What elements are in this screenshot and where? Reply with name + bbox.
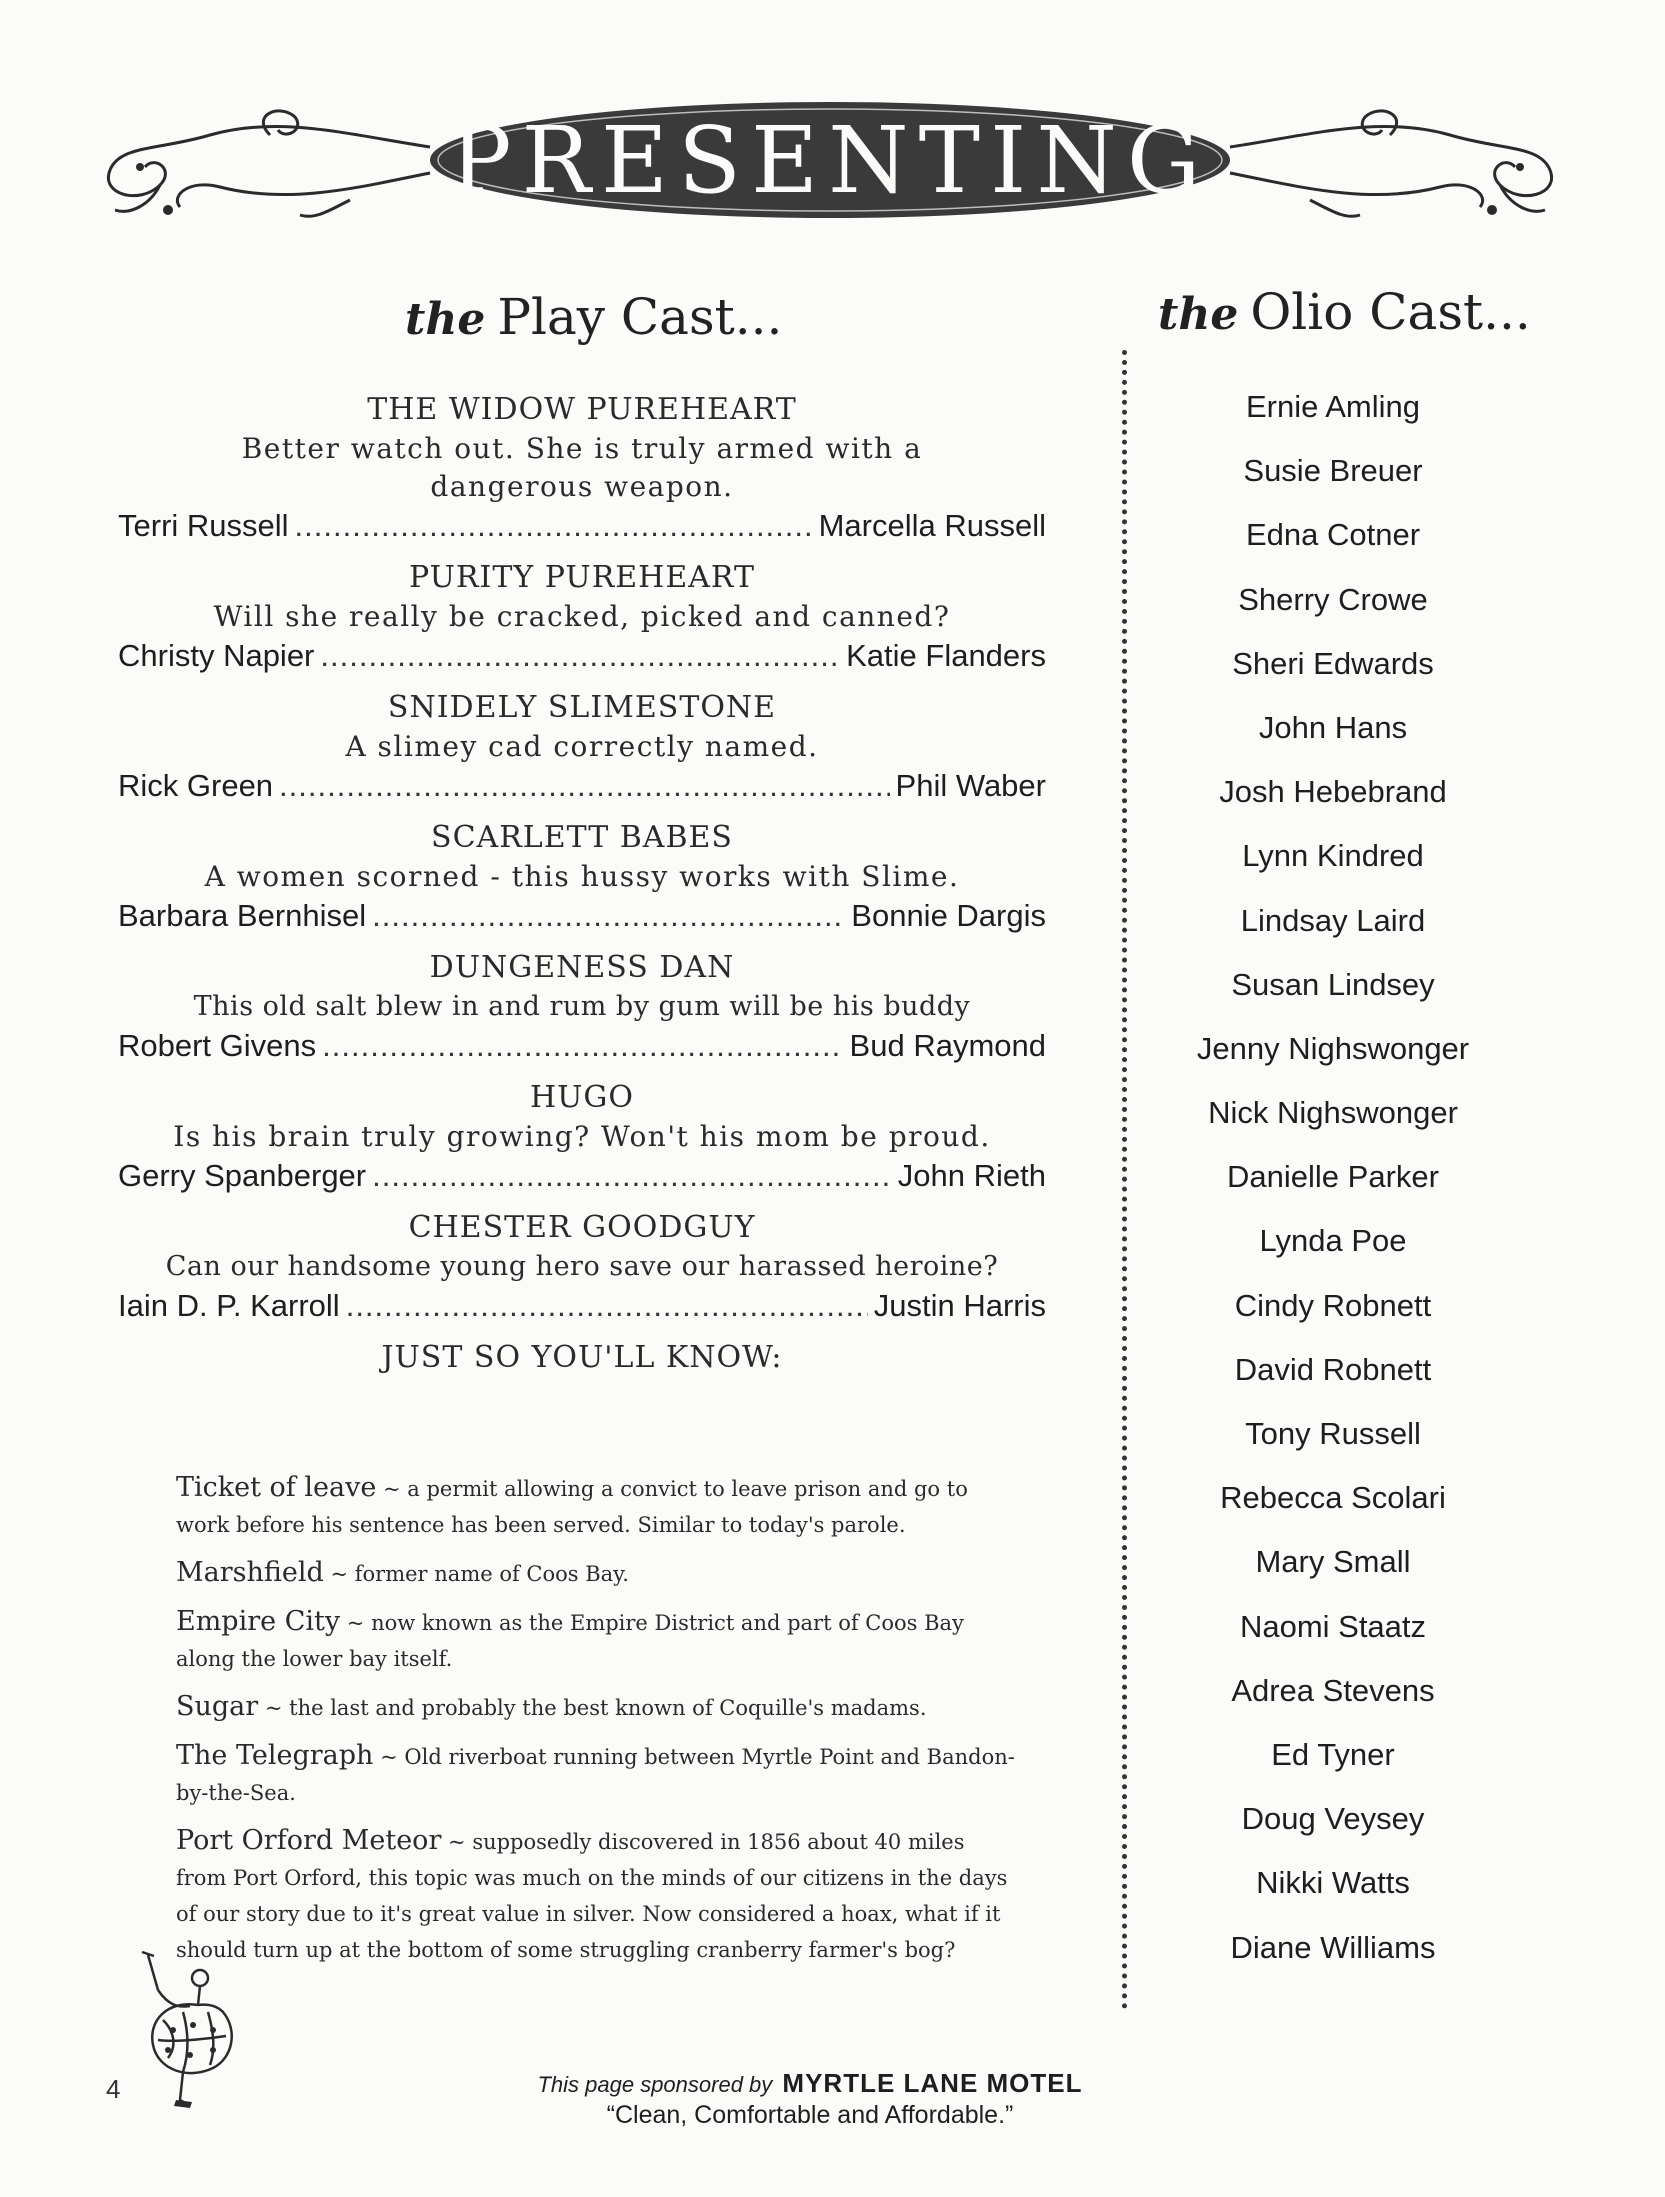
glossary-separator: ~ (441, 1830, 473, 1854)
leader-dots (372, 1156, 892, 1196)
glossary-item (176, 1470, 1016, 1543)
glossary-separator: ~ (258, 1696, 290, 1720)
olio-cast-name: Lynn Kindred (1242, 838, 1424, 874)
understudy-name: John Rieth (897, 1158, 1046, 1193)
glossary-term: The Telegraph (176, 1740, 374, 1771)
sponsor-line (520, 2068, 1100, 2099)
dancer-illustration-icon (128, 1950, 248, 2114)
role-entry (118, 558, 1046, 676)
actor-name: Rick Green (118, 768, 274, 803)
glossary-definition: a permit allowing a convict to leave prison and go to work before his sentence has been served. Similar to today's parole. (176, 1477, 968, 1537)
glossary-item (176, 1604, 1016, 1677)
role-name: HUGO (529, 1080, 634, 1115)
role-description: Better watch out. She is truly armed with a dangerous weapon. (241, 432, 923, 503)
leader-dots (320, 636, 840, 676)
glossary-item (176, 1738, 1016, 1811)
glossary-definition: Old riverboat running between Myrtle Point and Bandon-by-the-Sea. (176, 1745, 1015, 1805)
olio-cast-name: Lynda Poe (1259, 1223, 1407, 1259)
leader-dots (346, 1286, 868, 1326)
role-entry (118, 390, 1046, 546)
role-description: Can our handsome young hero save our harassed heroine? (165, 1251, 999, 1282)
leader-dots (279, 766, 889, 806)
glossary-term: Empire City (176, 1606, 341, 1637)
role-entry (118, 1078, 1046, 1196)
play-cast-heading (405, 288, 782, 346)
actor-name: Terri Russell (118, 508, 289, 543)
olio-cast-list (1148, 387, 1518, 1992)
role-name: THE WIDOW PUREHEART (367, 392, 797, 427)
just-so-you-know-heading: JUST SO YOU'LL KNOW: (381, 1340, 783, 1375)
leader-dots (372, 896, 845, 936)
heading-title: Olio Cast... (1250, 283, 1531, 341)
sponsor-name: MYRTLE LANE MOTEL (782, 2068, 1083, 2098)
role-entry (118, 948, 1046, 1066)
olio-cast-name: Adrea Stevens (1231, 1672, 1435, 1708)
role-description: A women scorned - this hussy works with Slime. (204, 860, 960, 893)
column-divider (1122, 350, 1127, 2010)
actor-name: Iain D. P. Karroll (118, 1288, 340, 1323)
olio-cast-name: Sheri Edwards (1232, 645, 1434, 681)
olio-cast-heading (1158, 283, 1531, 341)
glossary-definition: supposedly discovered in 1856 about 40 miles from Port Orford, this topic was much on the minds of our citizens in the days of our story due to it's great value in silver. Now considered a hoax, what if it should turn up at the bottom of some struggling cranberry farmer's bog? (176, 1830, 1008, 1962)
glossary-term: Ticket of leave (176, 1472, 377, 1503)
understudy-name: Katie Flanders (846, 638, 1046, 673)
olio-cast-name: Jenny Nighswonger (1196, 1030, 1470, 1066)
actor-name: Christy Napier (118, 638, 315, 673)
olio-cast-name: John Hans (1258, 709, 1408, 745)
olio-cast-name: Danielle Parker (1227, 1159, 1439, 1195)
glossary-term: Marshfield (176, 1557, 324, 1588)
olio-cast-name: Nick Nighswonger (1208, 1095, 1458, 1131)
glossary-item (176, 1555, 1016, 1592)
olio-cast-name: Edna Cotner (1245, 517, 1421, 553)
understudy-name: Phil Waber (895, 768, 1046, 803)
role-entry (118, 688, 1046, 806)
cast-line (118, 1156, 1046, 1196)
cast-line (118, 506, 1046, 546)
understudy-name: Bud Raymond (849, 1028, 1046, 1063)
glossary-separator: ~ (373, 1745, 405, 1769)
olio-cast-name: Lindsay Laird (1240, 902, 1426, 938)
leader-dots (322, 1026, 843, 1066)
olio-cast-name: Diane Williams (1230, 1929, 1436, 1965)
sponsor-credit (520, 2068, 1100, 2130)
glossary (176, 1470, 1016, 1980)
understudy-name: Marcella Russell (818, 508, 1046, 543)
heading-the: the (405, 294, 486, 345)
actor-name: Gerry Spanberger (118, 1158, 367, 1193)
sponsor-prefix: This page sponsored by (537, 2072, 773, 2097)
understudy-name: Bonnie Dargis (851, 898, 1046, 933)
role-description: A slimey cad correctly named. (345, 730, 819, 763)
glossary-definition: now known as the Empire District and part of Coos Bay along the lower bay itself. (176, 1611, 964, 1671)
olio-cast-name: Rebecca Scolari (1220, 1480, 1446, 1516)
role-name: SCARLETT BABES (431, 820, 733, 855)
leader-dots (295, 506, 813, 546)
heading-the: the (1158, 289, 1239, 340)
glossary-term: Port Orford Meteor (176, 1825, 442, 1856)
role-name: DUNGENESS DAN (429, 950, 735, 985)
glossary-term: Sugar (176, 1691, 259, 1722)
cast-line (118, 766, 1046, 806)
cast-line (118, 1026, 1046, 1066)
glossary-definition: former name of Coos Bay. (354, 1562, 629, 1586)
role-description: This old salt blew in and rum by gum will be his buddy (193, 991, 971, 1022)
role-entry (118, 1208, 1046, 1326)
olio-cast-name: Naomi Staatz (1239, 1608, 1427, 1644)
glossary-separator: ~ (376, 1477, 408, 1501)
glossary-separator: ~ (340, 1611, 372, 1635)
glossary-definition: the last and probably the best known of Coquille's madams. (289, 1696, 927, 1720)
banner-title: PRESENTING (449, 106, 1211, 214)
role-name: PURITY PUREHEART (409, 560, 755, 595)
actor-name: Barbara Bernhisel (118, 898, 367, 933)
role-name: SNIDELY SLIMESTONE (387, 690, 777, 725)
role-name: CHESTER GOODGUY (408, 1210, 756, 1245)
cast-line (118, 1286, 1046, 1326)
olio-cast-name: David Robnett (1234, 1351, 1432, 1387)
understudy-name: Justin Harris (873, 1288, 1046, 1323)
olio-cast-name: Susan Lindsey (1231, 966, 1435, 1002)
heading-title: Play Cast... (497, 288, 783, 346)
presenting-banner (100, 95, 1560, 225)
olio-cast-name: Tony Russell (1245, 1416, 1421, 1451)
role-description: Is his brain truly growing? Won't his mom be proud. (173, 1120, 991, 1153)
glossary-item (176, 1689, 1016, 1726)
cast-line (118, 636, 1046, 676)
olio-cast-name: Ed Tyner (1271, 1736, 1395, 1772)
olio-cast-name: Josh Hebebrand (1219, 774, 1447, 810)
olio-cast-name: Sherry Crowe (1238, 581, 1428, 617)
olio-cast-name: Cindy Robnett (1234, 1287, 1432, 1323)
page-number: 4 (106, 2074, 121, 2104)
play-cast-list (118, 390, 1046, 1378)
olio-cast-name: Susie Breuer (1243, 453, 1423, 489)
olio-cast-name: Ernie Amling (1245, 389, 1421, 424)
olio-cast-name: Mary Small (1255, 1544, 1411, 1580)
role-entry (118, 818, 1046, 936)
glossary-item (176, 1823, 1016, 1968)
glossary-separator: ~ (323, 1562, 355, 1586)
olio-cast-name: Doug Veysey (1241, 1801, 1425, 1837)
role-description: Will she really be cracked, picked and canned? (213, 600, 951, 633)
cast-line (118, 896, 1046, 936)
olio-cast-name: Nikki Watts (1256, 1865, 1410, 1901)
actor-name: Robert Givens (118, 1028, 317, 1063)
sponsor-tagline: “Clean, Comfortable and Affordable.” (606, 2101, 1014, 2129)
